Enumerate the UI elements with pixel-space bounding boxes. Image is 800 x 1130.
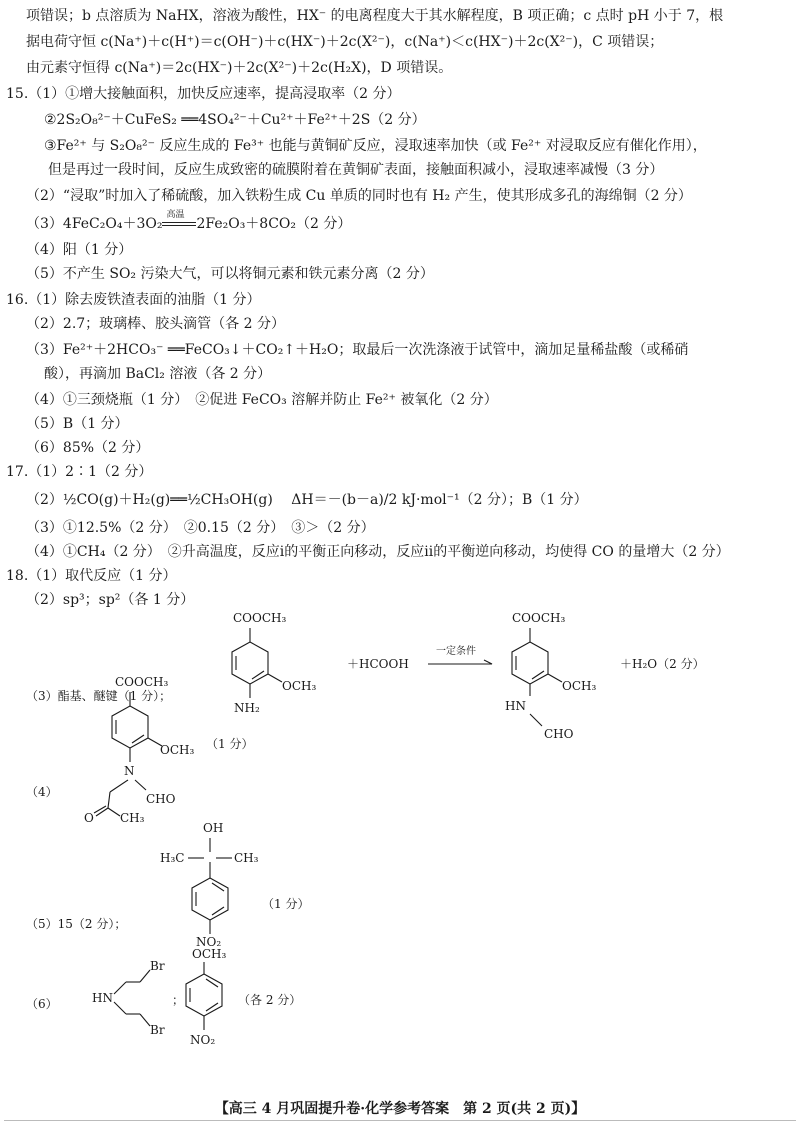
text-line: （4）①三颈烧瓶（1 分） ②促进 FeCO₃ 溶解并防止 Fe²⁺ 被氧化（2 分） [26, 392, 498, 408]
benzene-ring [186, 974, 222, 1016]
bromine-bottom-label: Br [150, 1023, 165, 1037]
equation-left: （3）4FeC₂O₄＋3O₂ [26, 216, 163, 232]
part-6-structure-anisole [186, 947, 226, 1047]
part-6-structure-amine [92, 959, 165, 1037]
methoxy-label: OCH₃ [282, 679, 317, 693]
ester-label: COOCH₃ [512, 611, 566, 625]
text-line: （6）85%（2 分） [26, 440, 150, 456]
reactant-structure [232, 611, 316, 715]
part-6-score: （各 2 分） [238, 993, 302, 1007]
question-17-part-1: 17.（1）2∶1（2 分） [6, 464, 153, 480]
plus-formic-acid: ＋HCOOH [347, 657, 409, 671]
text-line: （2）“浸取”时加入了稀硫酸，加入铁粉生成 Cu 单质的同时也有 H₂ 产生，使其形成多孔的海绵铜（2 分） [26, 188, 692, 204]
text-line: （2）sp³；sp²（各 1 分） [26, 592, 195, 608]
benzene-ring [232, 642, 268, 684]
part-4-score: （1 分） [206, 737, 254, 751]
part-5-structure [160, 821, 259, 949]
bromine-top-label: Br [150, 959, 165, 973]
part-4-label: （4） [26, 785, 58, 799]
methyl-left-label: H₃C [160, 851, 185, 865]
text-line: （4）阳（1 分） [26, 242, 133, 258]
question-15-part-1: 15.（1）①增大接触面积，加快反应速率，提高浸取率（2 分） [6, 86, 401, 102]
bottom-divider [4, 1120, 796, 1121]
nitro-label: NO₂ [190, 1033, 216, 1047]
text-line: 但是再过一段时间，反应生成致密的硫膜附着在黄铜矿表面，接触面积减小，浸取速率减慢（3 分） [48, 162, 664, 178]
methyl-label: CH₃ [120, 811, 145, 825]
part-6-label: （6） [26, 997, 58, 1011]
methoxy-label: OCH₃ [160, 743, 195, 757]
part-3-label: （3）酯基、醚键（1 分）； [26, 689, 172, 703]
ester-label: COOCH₃ [233, 611, 287, 625]
page-footer: 【高三 4 月巩固提升卷·化学参考答案 第 2 页(共 2 页)】 [214, 1101, 586, 1117]
benzene-ring [512, 642, 548, 684]
text-line: （5）不产生 SO₂ 污染大气，可以将铜元素和铁元素分离（2 分） [26, 266, 434, 282]
part-6-separator: ； [172, 993, 185, 1007]
ester-label: COOCH₃ [115, 675, 169, 689]
benzene-ring [192, 878, 228, 920]
amine-label: HN [92, 991, 113, 1005]
methoxy-label: OCH₃ [562, 679, 597, 693]
part-5-label: （5）15（2 分）； [26, 917, 127, 931]
equation-left: （2）½CO(g)＋H₂(g)══½CH₃OH(g) [26, 492, 273, 508]
methyl-right-label: CH₃ [234, 851, 259, 865]
product-structure [505, 611, 596, 741]
formyl-label: CHO [146, 792, 176, 806]
hydroxyl-label: OH [203, 821, 224, 835]
text-line: （3）Fe²⁺＋2HCO₃⁻ ══FeCO₃↓＋CO₂↑＋H₂O；取最后一次洗涤液于试管中，滴加足量稀盐酸（或稀硝 [26, 342, 689, 358]
equation-right: ΔH＝－(b－a)/2 kJ·mol⁻¹（2 分）；B（1 分） [291, 492, 588, 508]
amide-nh-label: HN [505, 699, 526, 713]
text-line: （3）①12.5%（2 分） ②0.15（2 分） ③＞（2 分） [26, 520, 375, 536]
formyl-label: CHO [544, 727, 574, 741]
equation-right: 2Fe₂O₃＋8CO₂（2 分） [196, 216, 352, 232]
amino-label: NH₂ [234, 701, 260, 715]
carbonyl-oxygen-label: O [84, 811, 94, 825]
part-5-score: （1 分） [262, 897, 310, 911]
condition-label: 高温 [166, 210, 185, 220]
text-line: 项错误；b 点溶质为 NaHX，溶液为酸性，HX⁻ 的电离程度大于其水解程度，B 项正确；c 点时 pH 小于 7，根 [26, 8, 724, 24]
reaction-condition: 一定条件 [436, 646, 476, 657]
text-line: （4）①CH₄（2 分） ②升高温度，反应ⅰ的平衡正向移动，反应ⅱ的平衡逆向移动，均使得 CO 的量增大（2 分） [26, 544, 730, 560]
text-line: ②2S₂O₈²⁻＋CuFeS₂ ══4SO₄²⁻＋Cu²⁺＋Fe²⁺＋2S（2 分） [44, 112, 426, 128]
text-line: 据电荷守恒 c(Na⁺)＋c(H⁺)＝c(OH⁻)＋c(HX⁻)＋2c(X²⁻)，c(Na⁺)＜c(HX⁻)＋2c(X²⁻)，C 项错误； [26, 34, 664, 50]
text-line: （5）B（1 分） [26, 416, 129, 432]
question-18-part-1: 18.（1）取代反应（1 分） [6, 568, 177, 584]
question-16-part-1: 16.（1）除去废铁渣表面的油脂（1 分） [6, 292, 261, 308]
nitro-label: NO₂ [196, 935, 222, 949]
nitrogen-label: N [124, 764, 135, 778]
methoxy-label: OCH₃ [192, 947, 227, 961]
text-line: 由元素守恒得 c(Na⁺)＝2c(HX⁻)＋2c(X²⁻)＋2c(H₂X)，D 项错误。 [26, 60, 453, 76]
benzene-ring [112, 706, 148, 748]
text-line: 酸），再滴加 BaCl₂ 溶液（各 2 分） [44, 366, 272, 382]
plus-water: ＋H₂O（2 分） [620, 657, 705, 671]
text-line: ③Fe²⁺ 与 S₂O₈²⁻ 反应生成的 Fe³⁺ 也能与黄铜矿反应，浸取速率加快（或 Fe²⁺ 对浸取反应有催化作用）， [44, 138, 707, 154]
text-line: （2）2.7；玻璃棒、胶头滴管（各 2 分） [26, 316, 285, 332]
